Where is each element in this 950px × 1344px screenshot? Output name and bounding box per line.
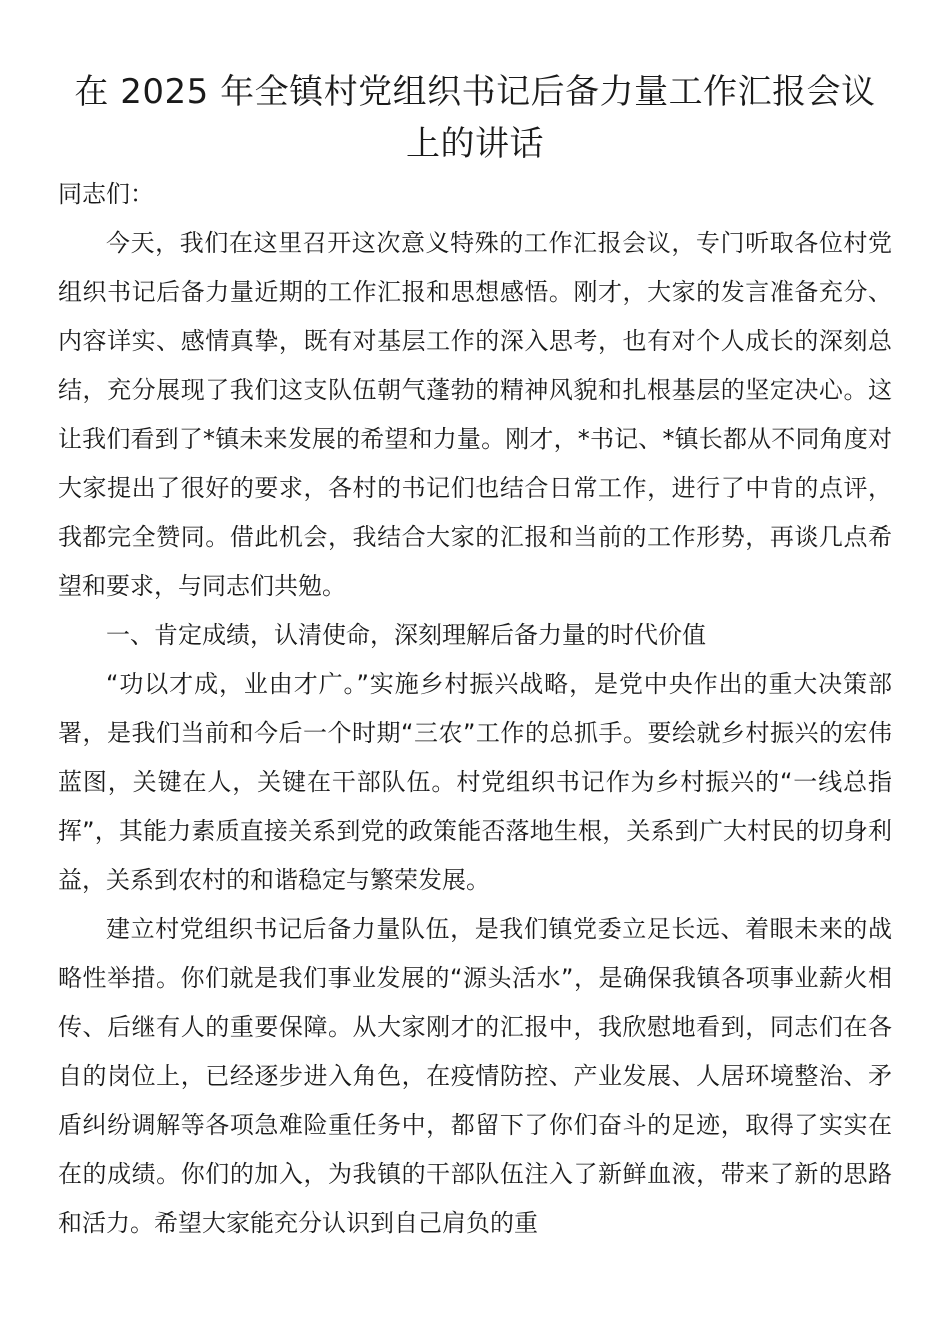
- paragraph-3: 建立村党组织书记后备力量队伍，是我们镇党委立足长远、着眼未来的战略性举措。你们就是我们事业发展的“源头活水”，是确保我镇各项事业薪火相传、后继有人的重要保障。从大家刚才的汇报中，我欣慰地看到，同志们在各自的岗位上，已经逐步进入角色，在疫情防控、产业发展、人居环境整治、矛盾纠纷调解等各项急难险重任务中，都留下了你们奋斗的足迹，取得了实实在在的成绩。你们的加入，为我镇的干部队伍注入了新鲜血液，带来了新的思路和活力。希望大家能充分认识到自己肩负的重: [58, 915, 892, 1237]
- document-title: 在 2025 年全镇村党组织书记后备力量工作汇报会议上的讲话: [74, 72, 876, 164]
- paragraph-2: “功以才成，业由才广。”实施乡村振兴战略，是党中央作出的重大决策部署，是我们当前和今后一个时期“三农”工作的总抓手。要绘就乡村振兴的宏伟蓝图，关键在人，关键在干部队伍。村党组织书记作为乡村振兴的“一线总指挥”，其能力素质直接关系到党的政策能否落地生根，关系到广大村民的切身利益，关系到农村的和谐稳定与繁荣发展。: [58, 670, 892, 894]
- document-page: [58, 66, 892, 1248]
- section-heading-1: 一、肯定成绩，认清使命，深刻理解后备力量的时代价值: [106, 621, 706, 649]
- greeting: 同志们：: [58, 180, 154, 208]
- paragraph-intro: 今天，我们在这里召开这次意义特殊的工作汇报会议，专门听取各位村党组织书记后备力量近期的工作汇报和思想感悟。刚才，大家的发言准备充分、内容详实、感情真挚，既有对基层工作的深入思考，也有对个人成长的深刻总结，充分展现了我们这支队伍朝气蓬勃的精神风貌和扎根基层的坚定决心。这让我们看到了*镇未来发展的希望和力量。刚才，*书记、*镇长都从不同角度对大家提出了很好的要求，各村的书记们也结合日常工作，进行了中肯的点评，我都完全赞同。借此机会，我结合大家的汇报和当前的工作形势，再谈几点希望和要求，与同志们共勉。: [58, 229, 892, 600]
